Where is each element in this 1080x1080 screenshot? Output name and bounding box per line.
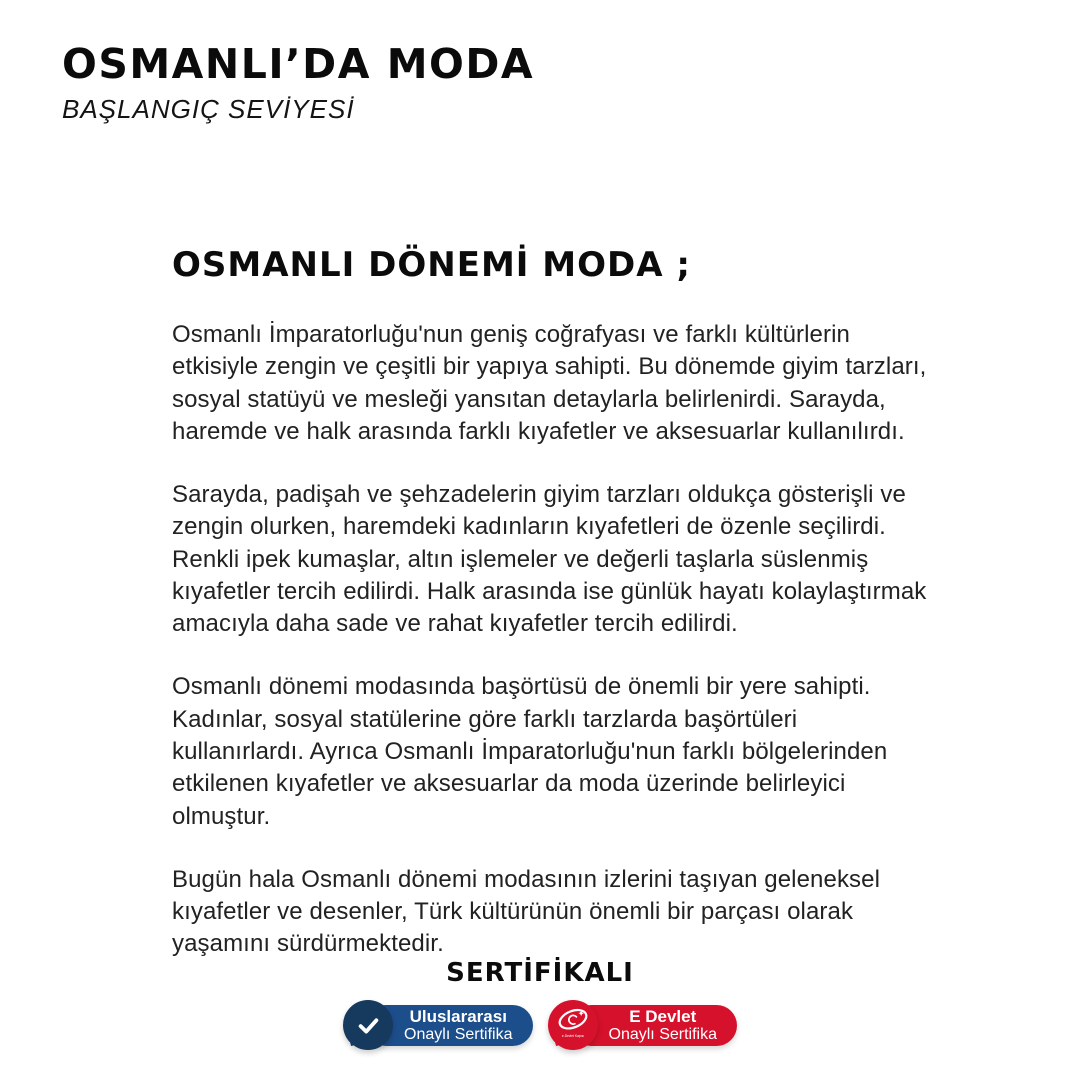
paragraph-2: Sarayda, padişah ve şehzadelerin giyim tarzları oldukça gösterişli ve zengin olurken, haremdeki kadınların kıyafetleri de özenle seçilirdi. Renkli ipek kumaşlar, altın işlemeler ve değerli taşlarla süslenmiş kıyafetler tercih edilirdi. Halk arasında ise günlük hayatı kolaylaştırmak amacıyla daha sade ve rahat kıyafetler tercih edilirdi. (172, 481, 927, 638)
badge-edevlet-certificate (548, 1000, 737, 1050)
paragraph-4: Bugün hala Osmanlı dönemi modasının izlerini taşıyan geleneksel kıyafetler ve desenler, Türk kültürünün önemli bir parçası olarak yaşamını sürdürmektedir. (172, 865, 881, 958)
badge-subtitle: Onaylı Sertifika (404, 1025, 513, 1043)
badge-international-certificate (343, 1000, 532, 1050)
badge-row (343, 1000, 737, 1050)
bubble-tail (341, 1036, 360, 1055)
page-subtitle: BAŞLANGIÇ SEVİYESİ (62, 94, 355, 125)
edevlet-logo-icon (548, 1000, 598, 1050)
paragraph-1: Osmanlı İmparatorluğu'nun geniş coğrafyası ve farklı kültürlerin etkisiyle zengin ve çeşitli bir yapıya sahipti. Bu dönemde giyim tarzları, sosyal statüyü ve mesleği yansıtan detaylarla belirlenirdi. Sarayda, haremde ve halk arasında farklı kıyafetler ve aksesuarlar kullanılırdı. (172, 321, 927, 445)
badge-title: Uluslararası (409, 1006, 507, 1026)
edevlet-logo-caption: e-Devlet Kapısı (561, 1034, 584, 1039)
footer (0, 958, 1080, 1050)
badge-subtitle: Onaylı Sertifika (608, 1025, 717, 1043)
section-heading: OSMANLI DÖNEMİ MODA ; (172, 245, 691, 285)
header (62, 42, 534, 125)
page-title: OSMANLI’DA MODA (62, 40, 535, 88)
badge-title: E Devlet (629, 1006, 697, 1026)
paragraph-3: Osmanlı dönemi modasında başörtüsü de önemli bir yere sahipti. Kadınlar, sosyal statülerine göre farklı tarzlarda başörtüleri kullanırlardı. Ayrıca Osmanlı İmparatorluğu'nun farklı bölgelerinden etkilenen kıyafetler ve aksesuarlar da moda üzerinde belirleyici olmuştur. (172, 673, 888, 830)
main-content (172, 246, 928, 961)
check-icon (343, 1000, 393, 1050)
certificate-heading: SERTİFİKALI (446, 958, 634, 988)
